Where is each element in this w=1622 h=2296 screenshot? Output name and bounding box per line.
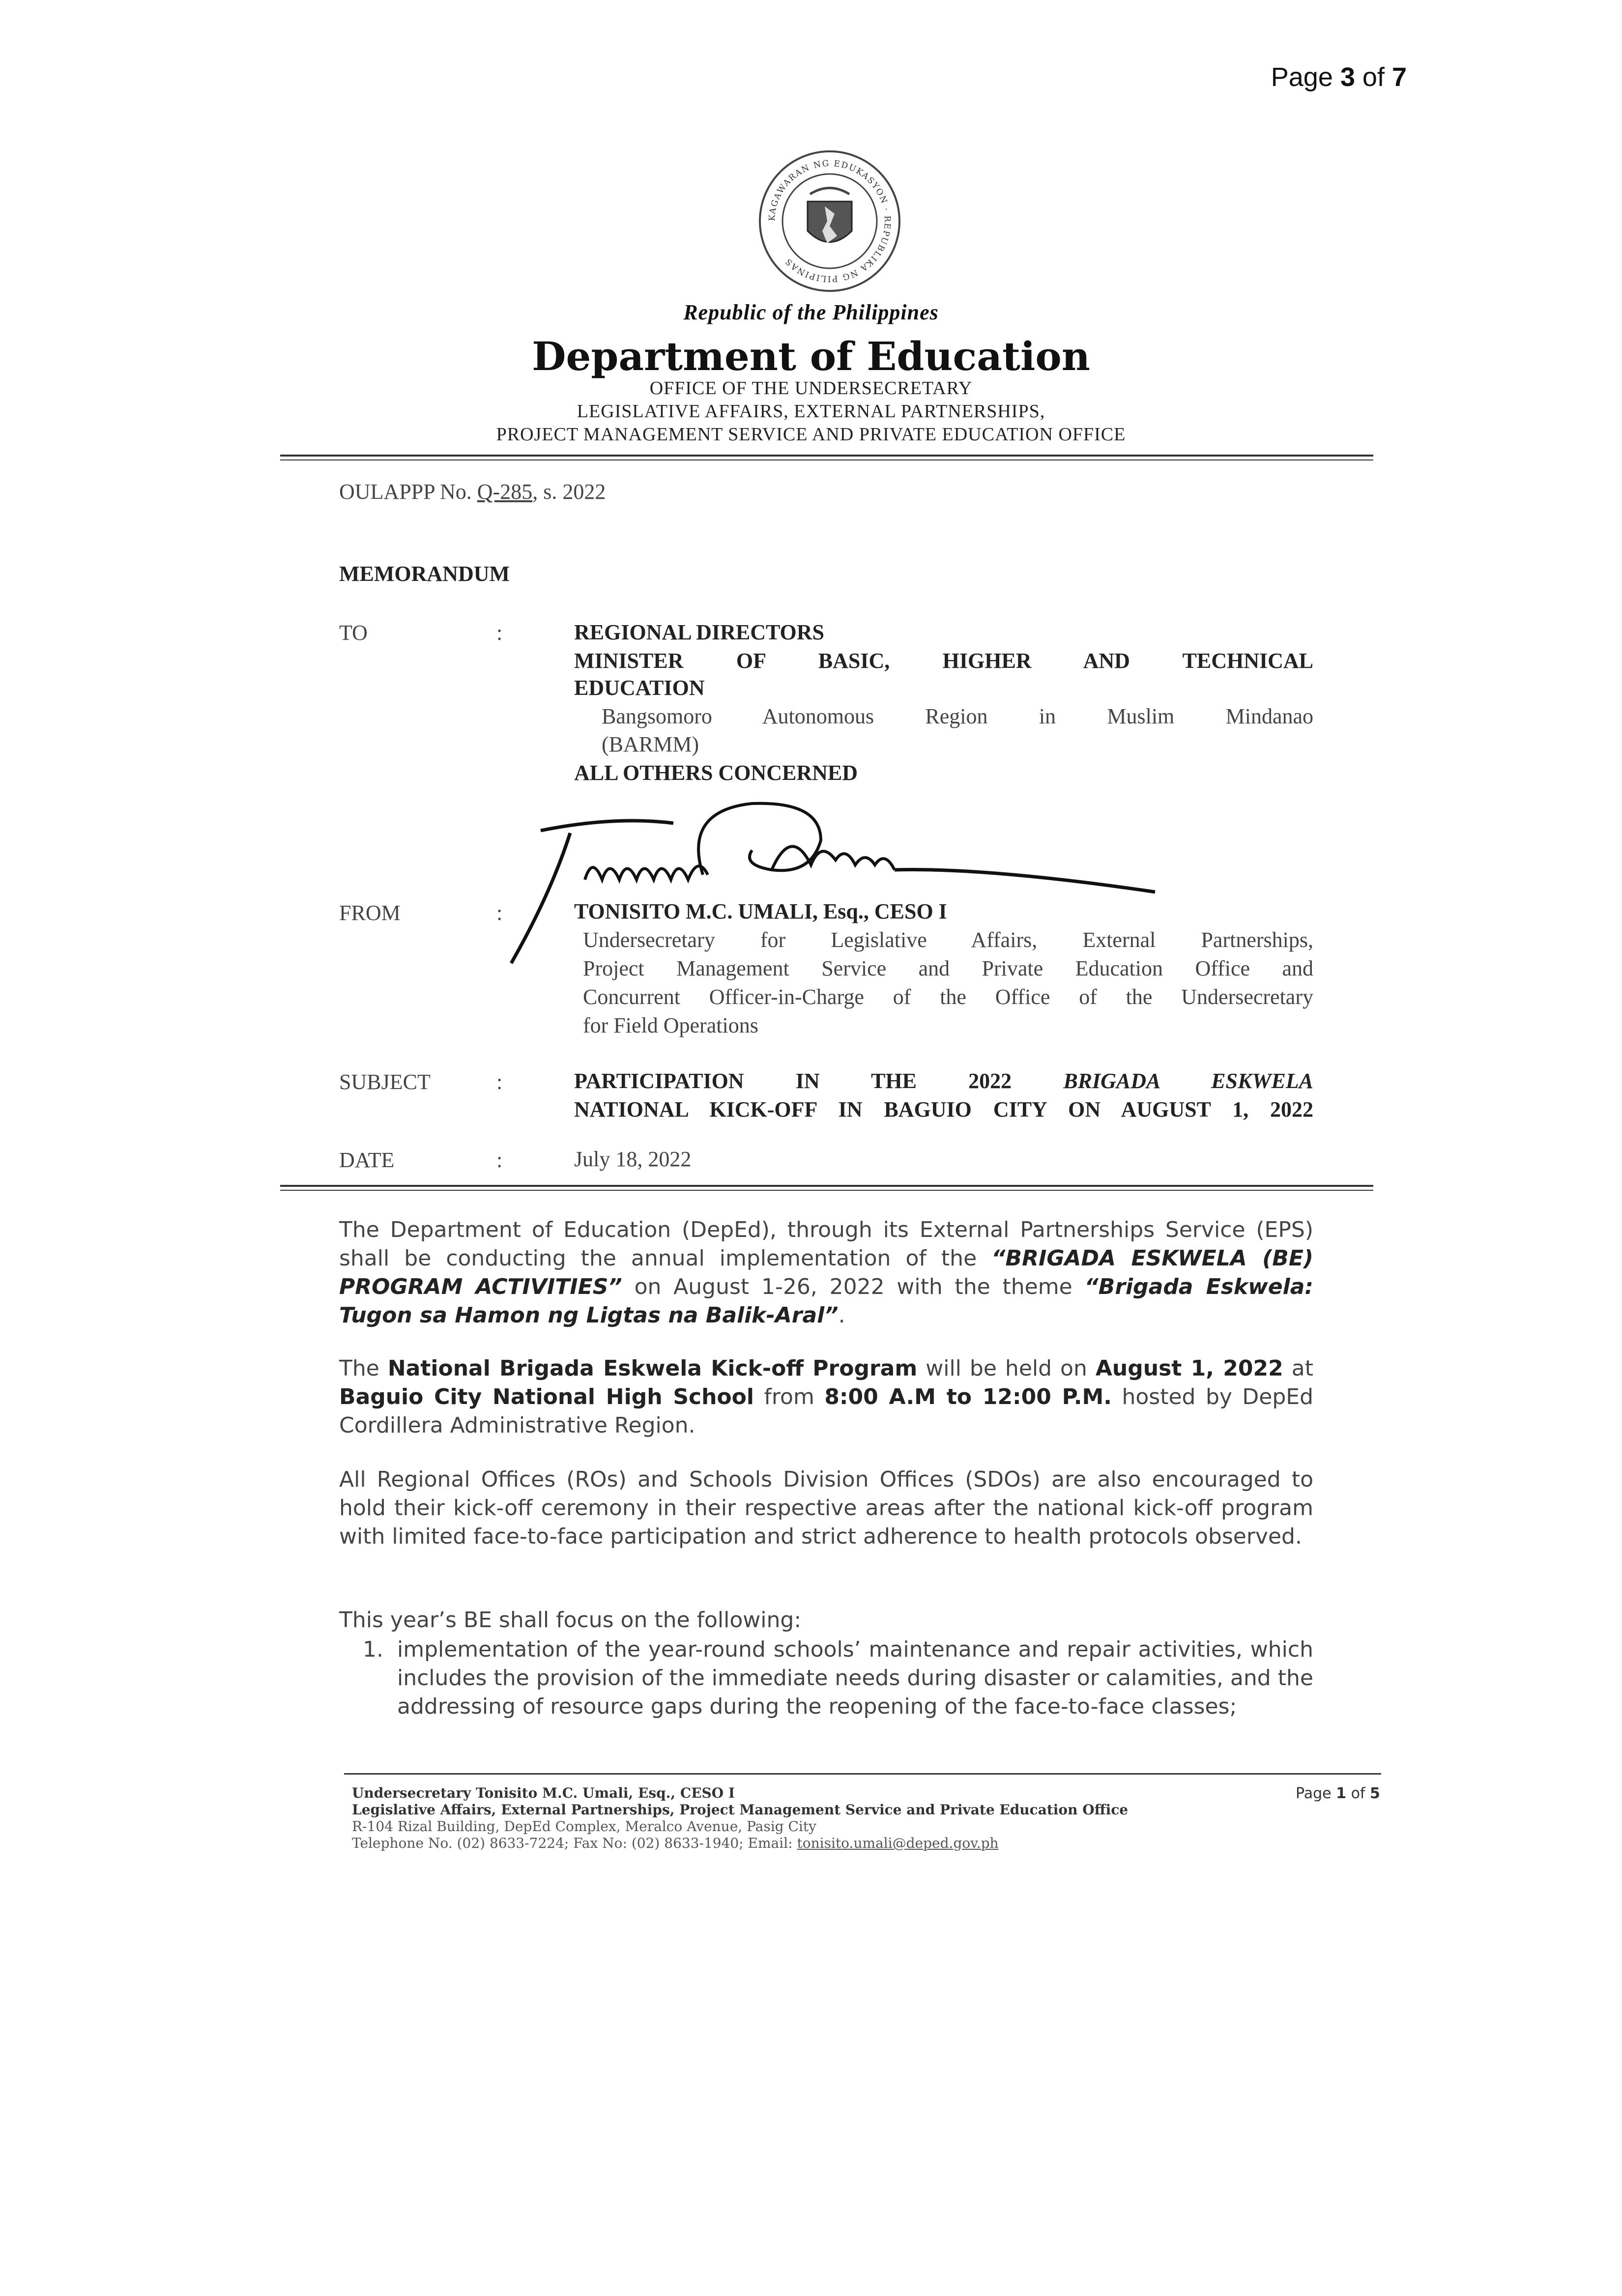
deped-seal-logo [756, 147, 903, 295]
date-colon: : [496, 1148, 503, 1172]
header-rule [280, 455, 1373, 457]
from-label: FROM [339, 901, 401, 925]
to-recipient-2: MINISTER OF BASIC, HIGHER AND TECHNICAL [574, 649, 1313, 673]
from-title-1: Undersecretary for Legislative Affairs, External Partnerships, [583, 928, 1313, 952]
office-line-3: PROJECT MANAGEMENT SERVICE AND PRIVATE EDUCATION OFFICE [496, 424, 1126, 445]
subject-line-1: PARTICIPATION IN THE 2022 BRIGADA ESKWELA [574, 1069, 1313, 1093]
footer-rule [344, 1773, 1381, 1775]
from-name: TONISITO M.C. UMALI, Esq., CESO I [574, 899, 947, 923]
svg-text:KAGAWARAN NG EDUKASYON · REPUB: KAGAWARAN NG EDUKASYON · REPUBLIKA NG PILIPINAS [767, 158, 893, 284]
footer-name: Undersecretary Tonisito M.C. Umali, Esq., CESO I [352, 1785, 735, 1801]
footer-email-link[interactable]: tonisito.umali@deped.gov.ph [797, 1835, 999, 1851]
subject-label: SUBJECT [339, 1070, 431, 1094]
date-label: DATE [339, 1148, 395, 1172]
date-value: July 18, 2022 [574, 1147, 692, 1171]
subject-line-2: NATIONAL KICK-OFF IN BAGUIO CITY ON AUGUST 1, 2022 [574, 1097, 1313, 1121]
memo-rule [280, 1185, 1373, 1187]
footer-address: R-104 Rizal Building, DepEd Complex, Meralco Avenue, Pasig City [352, 1818, 816, 1835]
to-label: TO [339, 621, 368, 645]
list-item-number: 1. [363, 1637, 383, 1662]
footer-page-number: Page 1 of 5 [1296, 1785, 1380, 1802]
paragraph-2: The National Brigada Eskwela Kick-off Program will be held on August 1, 2022 at Baguio City National High School from 8:00 A.M to 12:00 P.M. hosted by DepEd Cordillera Administrative Region. [339, 1356, 1314, 1438]
page-number: Page 3 of 7 [1271, 62, 1407, 92]
from-title-4: for Field Operations [583, 1013, 758, 1037]
memo-title: MEMORANDUM [339, 562, 510, 586]
office-line-1: OFFICE OF THE UNDERSECRETARY [649, 378, 973, 399]
republic-heading: Republic of the Philippines [683, 300, 939, 324]
memo-number: OULAPPP No. Q-285, s. 2022 [339, 480, 606, 504]
paragraph-1: The Department of Education (DepEd), through its External Partnerships Service (EPS) shall be conducting the annual implementation of the “BRIGADA ESKWELA (BE) PROGRAM ACTIVITIES” on August 1-26, 2022 with the theme “Brigada Eskwela: Tugon sa Hamon ng Ligtas na Balik-Aral”. [339, 1217, 1313, 1328]
from-title-3: Concurrent Officer-in-Charge of the Office of the Undersecretary [583, 985, 1313, 1009]
paragraph-4: This year’s BE shall focus on the following: [339, 1607, 802, 1633]
footer-office: Legislative Affairs, External Partnerships, Project Management Service and Private Education Office [352, 1802, 1129, 1818]
office-line-2: LEGISLATIVE AFFAIRS, EXTERNAL PARTNERSHIPS, [577, 401, 1045, 422]
to-recipient-region-cont: (BARMM) [602, 732, 699, 756]
to-recipient-2-cont: EDUCATION [574, 676, 705, 700]
from-colon: : [496, 901, 503, 925]
list-item-1: implementation of the year-round schools’ maintenance and repair activities, which includes the provision of the immediate needs during disaster or calamities, and the addressing of resource gaps during the reopening of the face-to-face classes; [397, 1637, 1313, 1719]
to-recipient-1: REGIONAL DIRECTORS [574, 620, 824, 644]
header-rule-thin [280, 459, 1373, 460]
from-title-2: Project Management Service and Private Education Office and [583, 956, 1313, 980]
subject-colon: : [496, 1070, 503, 1094]
department-heading: Department of Education [532, 333, 1090, 379]
to-colon: : [496, 621, 503, 645]
paragraph-3: All Regional Offices (ROs) and Schools Division Offices (SDOs) are also encouraged to hold their kick-off ceremony in their respective areas after the national kick-off program with limited face-to-face participation and strict adherence to health protocols observed. [339, 1467, 1313, 1549]
to-recipient-region: Bangsomoro Autonomous Region in Muslim Mindanao [602, 704, 1313, 728]
memo-rule-thin [280, 1190, 1373, 1191]
footer-contact: Telephone No. (02) 8633-7224; Fax No: (02) 8633-1940; Email: tonisito.umali@deped.gov.ph [352, 1835, 999, 1851]
to-recipient-others: ALL OTHERS CONCERNED [574, 761, 858, 785]
